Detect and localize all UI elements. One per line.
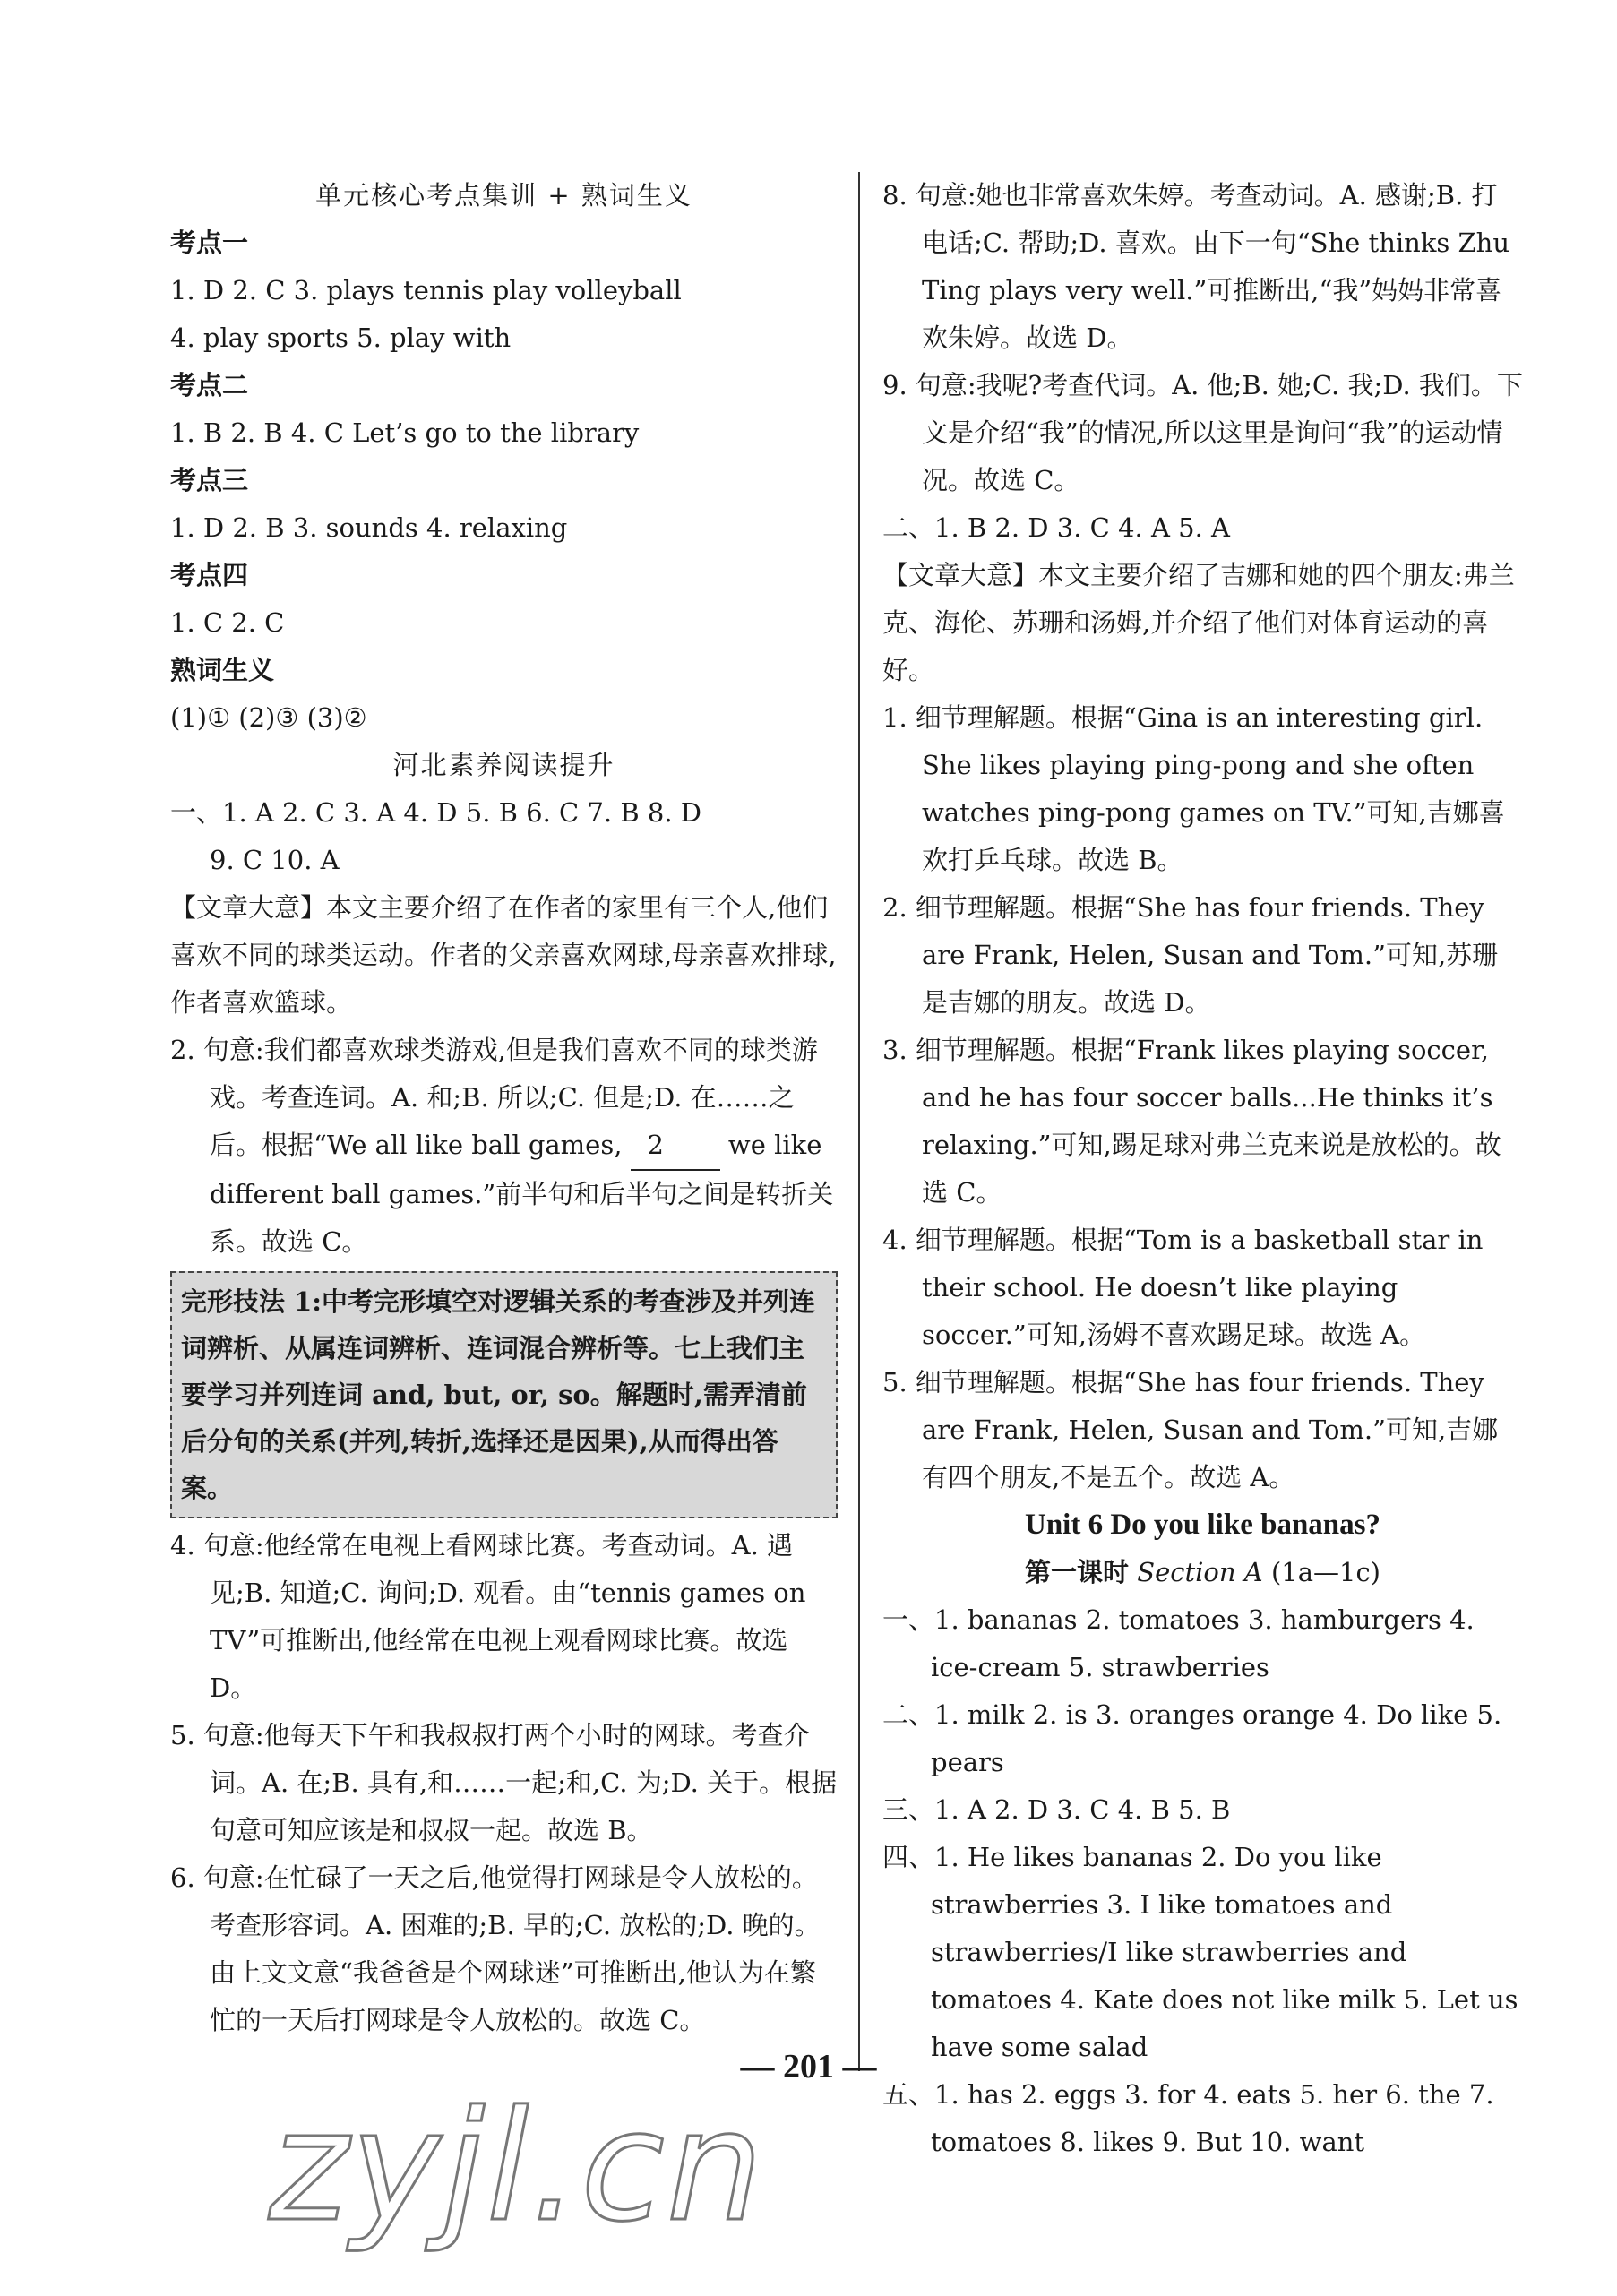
answer-line: 4. play sports 5. play with bbox=[170, 322, 512, 353]
heading-word-meaning: 熟词生义 bbox=[170, 655, 275, 685]
explanation-a4: 4. 细节理解题。根据“Tom is a basketball star in their school. He doesn’t like playing soccer.”可知,汤姆不喜欢踢足球。故选 A。 bbox=[882, 1225, 1484, 1350]
fill-blank: 2 bbox=[631, 1122, 720, 1171]
explanation-q2-text-cont: we like different ball games.”前半句和后半句之间是转折关系。故选 C。 bbox=[210, 1130, 834, 1257]
explanation-a1: 1. 细节理解题。根据“Gina is an interesting girl. She likes playing ping-pong and she often watches ping-pong games on TV.”可知,吉娜喜欢打乒乓球。故选 B。 bbox=[882, 702, 1505, 875]
lesson-section: Section A bbox=[1137, 1557, 1263, 1587]
explanation-a2: 2. 细节理解题。根据“She has four friends. They are Frank, Helen, Susan and Tom.”可知,苏珊是吉娜的朋友。故选 D。 bbox=[882, 892, 1499, 1018]
section-title-reading: 河北素养阅读提升 bbox=[392, 750, 615, 780]
answer-block-1: 一、1. bananas 2. tomatoes 3. hamburgers 4. ice-cream 5. strawberries bbox=[882, 1604, 1475, 1682]
section-title-core: 单元核心考点集训 + 熟词生义 bbox=[315, 180, 692, 211]
answer-line: 1. D 2. B 3. sounds 4. relaxing bbox=[170, 512, 568, 543]
explanation-q9: 9. 句意:我呢?考查代词。A. 他;B. 她;C. 我;D. 我们。下文是介绍“我”的情况,所以这里是询问“我”的运动情况。故选 C。 bbox=[882, 370, 1523, 495]
answer-line: (1)① (2)③ (3)② bbox=[170, 702, 367, 733]
lesson-label: 第一课时 bbox=[1024, 1557, 1129, 1587]
heading-kp3: 考点三 bbox=[170, 465, 249, 495]
answer-line: 1. D 2. C 3. plays tennis play volleyball bbox=[170, 275, 682, 305]
explanation-q4: 4. 句意:他经常在电视上看网球比赛。考查动词。A. 遇见;B. 知道;C. 询问;D. 观看。由“tennis games on TV”可推断出,他经常在电视上观看网球比赛。故选 D。 bbox=[170, 1530, 806, 1703]
main-idea: 【文章大意】本文主要介绍了吉娜和她的四个朋友:弗兰克、海伦、苏珊和汤姆,并介绍了他们对体育运动的喜好。 bbox=[882, 560, 1515, 685]
heading-kp2: 考点二 bbox=[170, 370, 249, 400]
right-column bbox=[882, 172, 1523, 2166]
answer-block-5: 五、1. has 2. eggs 3. for 4. eats 5. her 6. the 7. tomatoes 8. likes 9. But 10. want bbox=[882, 2079, 1494, 2157]
explanation-q8: 8. 句意:她也非常喜欢朱婷。考查动词。A. 感谢;B. 打电话;C. 帮助;D. 喜欢。由下一句“She thinks Zhu Ting plays very well.”可推断出,“我”妈妈非常喜欢朱婷。故选 D。 bbox=[882, 180, 1509, 353]
lesson-title bbox=[882, 1549, 1523, 1596]
tip-box: 完形技法 1:中考完形填空对逻辑关系的考查涉及并列连词辨析、从属连词辨析、连词混合辨析等。七上我们主要学习并列连词 and, but, or, so。解题时,需弄清前后分句的关系(并列,转折,选择还是因果),从而得出答案。 bbox=[170, 1271, 838, 1518]
answer-line: 1. C 2. C bbox=[170, 607, 285, 638]
answer-block-4: 四、1. He likes bananas 2. Do you like strawberries 3. I like tomatoes and strawberries/I like strawberries and tomatoes 4. Kate does not like milk 5. Let us have some salad bbox=[882, 1842, 1518, 2062]
answer-block-3: 三、1. A 2. D 3. C 4. B 5. B bbox=[882, 1794, 1231, 1825]
answer-line: 一、1. A 2. C 3. A 4. D 5. B 6. C 7. B 8. D bbox=[170, 797, 702, 828]
explanation-a3: 3. 细节理解题。根据“Frank likes playing soccer, and he has four soccer balls...He thinks it’s relaxing.”可知,踢足球对弗兰克来说是放松的。故选 C。 bbox=[882, 1035, 1501, 1208]
heading-kp4: 考点四 bbox=[170, 560, 249, 590]
explanation-a5: 5. 细节理解题。根据“She has four friends. They are Frank, Helen, Susan and Tom.”可知,吉娜有四个朋友,不是五个。故选 A。 bbox=[882, 1367, 1499, 1492]
explanation-q6: 6. 句意:在忙碌了一天之后,他觉得打网球是令人放松的。考查形容词。A. 困难的;B. 早的;C. 放松的;D. 晚的。由上文文意“我爸爸是个网球迷”可推断出,他认为在繁忙的一天后打网球是令人放松的。故选 C。 bbox=[170, 1862, 821, 2035]
explanation-q5: 5. 句意:他每天下午和我叔叔打两个小时的网球。考查介词。A. 在;B. 具有,和……一起;和,C. 为;D. 关于。根据句意可知应该是和叔叔一起。故选 B。 bbox=[170, 1720, 838, 1845]
answer-line: 二、1. B 2. D 3. C 4. A 5. A bbox=[882, 512, 1230, 543]
watermark-logo: zyjl.cn bbox=[269, 2078, 765, 2256]
main-idea: 【文章大意】本文主要介绍了在作者的家里有三个人,他们喜欢不同的球类运动。作者的父亲喜欢网球,母亲喜欢排球,作者喜欢篮球。 bbox=[170, 892, 837, 1018]
explanation-q2 bbox=[170, 1027, 838, 1266]
answer-line: 1. B 2. B 4. C Let’s go to the library bbox=[170, 417, 640, 448]
lesson-range: (1a—1c) bbox=[1270, 1557, 1380, 1587]
left-column bbox=[170, 172, 838, 2044]
unit-title: Unit 6 Do you like bananas? bbox=[1024, 1509, 1380, 1541]
heading-kp1: 考点一 bbox=[170, 228, 249, 258]
explanation-q2-text: 2. 句意:我们都喜欢球类游戏,但是我们喜欢不同的球类游戏。考查连词。A. 和;B. 所以;C. 但是;D. 在……之后。根据“We all like ball games, bbox=[170, 1035, 818, 1160]
answer-line: 9. C 10. A bbox=[210, 845, 340, 875]
column-divider bbox=[858, 172, 860, 2071]
page-number: — 201 — bbox=[740, 2048, 877, 2085]
answer-block-2: 二、1. milk 2. is 3. oranges orange 4. Do like 5. pears bbox=[882, 1699, 1502, 1777]
